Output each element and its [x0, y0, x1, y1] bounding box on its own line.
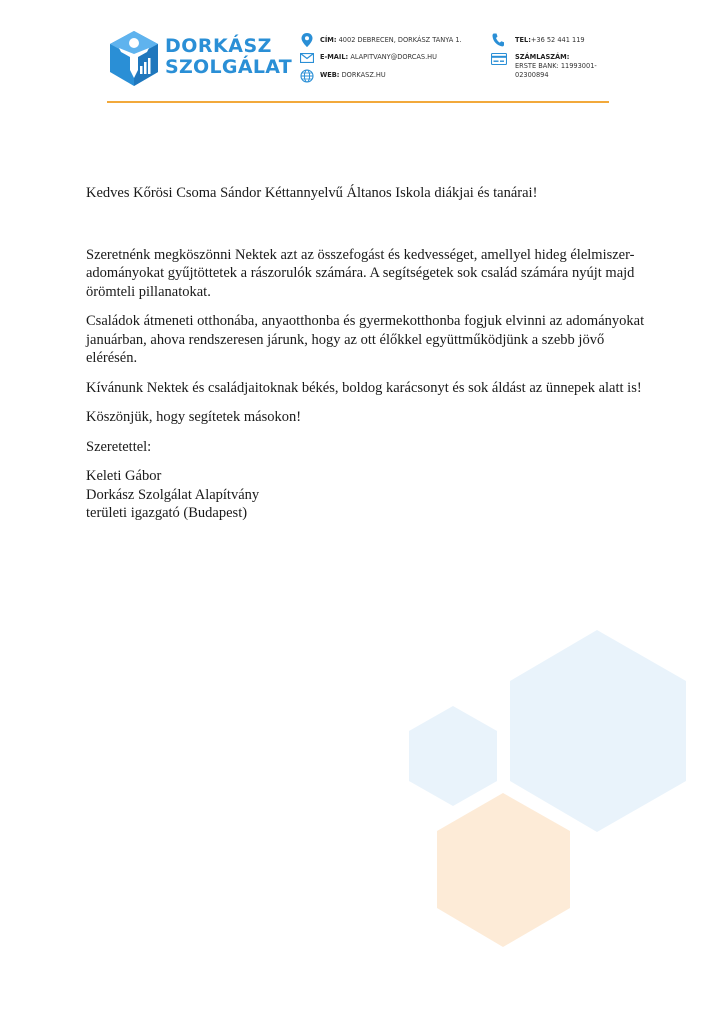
- web-label: WEB:: [320, 71, 340, 79]
- header-divider: [107, 101, 609, 103]
- account-block: [515, 53, 597, 80]
- email-label: E-MAIL:: [320, 53, 349, 61]
- paragraph-3: Kívánunk Nektek és családjaitoknak békés, boldog karácsonyt és sok áldást az ünnepek alatt is!: [86, 379, 642, 396]
- paragraph-2: Családok átmeneti otthonába, anyaotthonba és gyermekotthonba fogjuk elvinni az adományokat januárban, ahova rendszeresen járunk, hogy az ott élőkkel együttműködjünk a szebb jövő elérésén.: [86, 313, 645, 366]
- account-line2: 02300894: [515, 71, 549, 79]
- logo-line2: SZOLGÁLAT: [165, 56, 293, 78]
- decorative-hexagons: [400, 620, 700, 960]
- signature-block: [86, 467, 646, 523]
- tel-line: [515, 36, 585, 45]
- tel-label: TEL:: [515, 36, 531, 44]
- hexagon-person-icon: [107, 28, 161, 90]
- web-value[interactable]: DORKASZ.HU: [341, 71, 386, 79]
- dorkasz-logo: [107, 28, 293, 90]
- bank-card-icon: [491, 53, 507, 65]
- hexagon-large-blue: [510, 630, 686, 832]
- tel-value[interactable]: +36 52 441 119: [530, 36, 585, 44]
- account-label: SZÁMLASZÁM:: [515, 53, 570, 61]
- letter-body: [86, 184, 646, 523]
- globe-icon: [300, 69, 314, 83]
- web-line: [320, 71, 386, 80]
- email-envelope-icon: [300, 53, 314, 63]
- hexagon-orange: [437, 793, 570, 947]
- signature-organization: Dorkász Szolgálat Alapítvány: [86, 486, 260, 503]
- account-line1: ERSTE BANK: 11993001-: [515, 62, 597, 70]
- address-value: 4002 DEBRECEN, DORKÁSZ TANYA 1.: [338, 36, 462, 44]
- logo-line1: DORKÁSZ: [165, 35, 272, 57]
- salutation: Kedves Kőrösi Csoma Sándor Kéttannyelvű Áltanos Iskola diákjai és tanárai!: [86, 185, 538, 201]
- signature-title: területi igazgató (Budapest): [86, 505, 248, 521]
- address-line: [320, 36, 462, 45]
- logo-wordmark: [165, 36, 292, 78]
- email-value[interactable]: ALAPITVANY@DORCAS.HU: [350, 53, 437, 61]
- phone-icon: [492, 33, 504, 47]
- paragraph-4: Köszönjük, hogy segítetek másokon!: [86, 409, 302, 425]
- address-label: CÍM:: [320, 36, 337, 44]
- hexagon-small-blue: [409, 706, 497, 806]
- paragraph-1: Szeretnénk megköszönni Nektek azt az összefogást és kedvességet, amellyel hideg élelmiszer-adományokat gyűjtöttetek a rászorulók számára. A segítségetek sok család számára nyújt majd örömteli pillanatokat.: [86, 246, 635, 300]
- closing: Szeretettel:: [86, 438, 152, 455]
- signature-name: Keleti Gábor: [86, 468, 162, 484]
- email-line: [320, 53, 437, 62]
- location-pin-icon: [301, 33, 313, 47]
